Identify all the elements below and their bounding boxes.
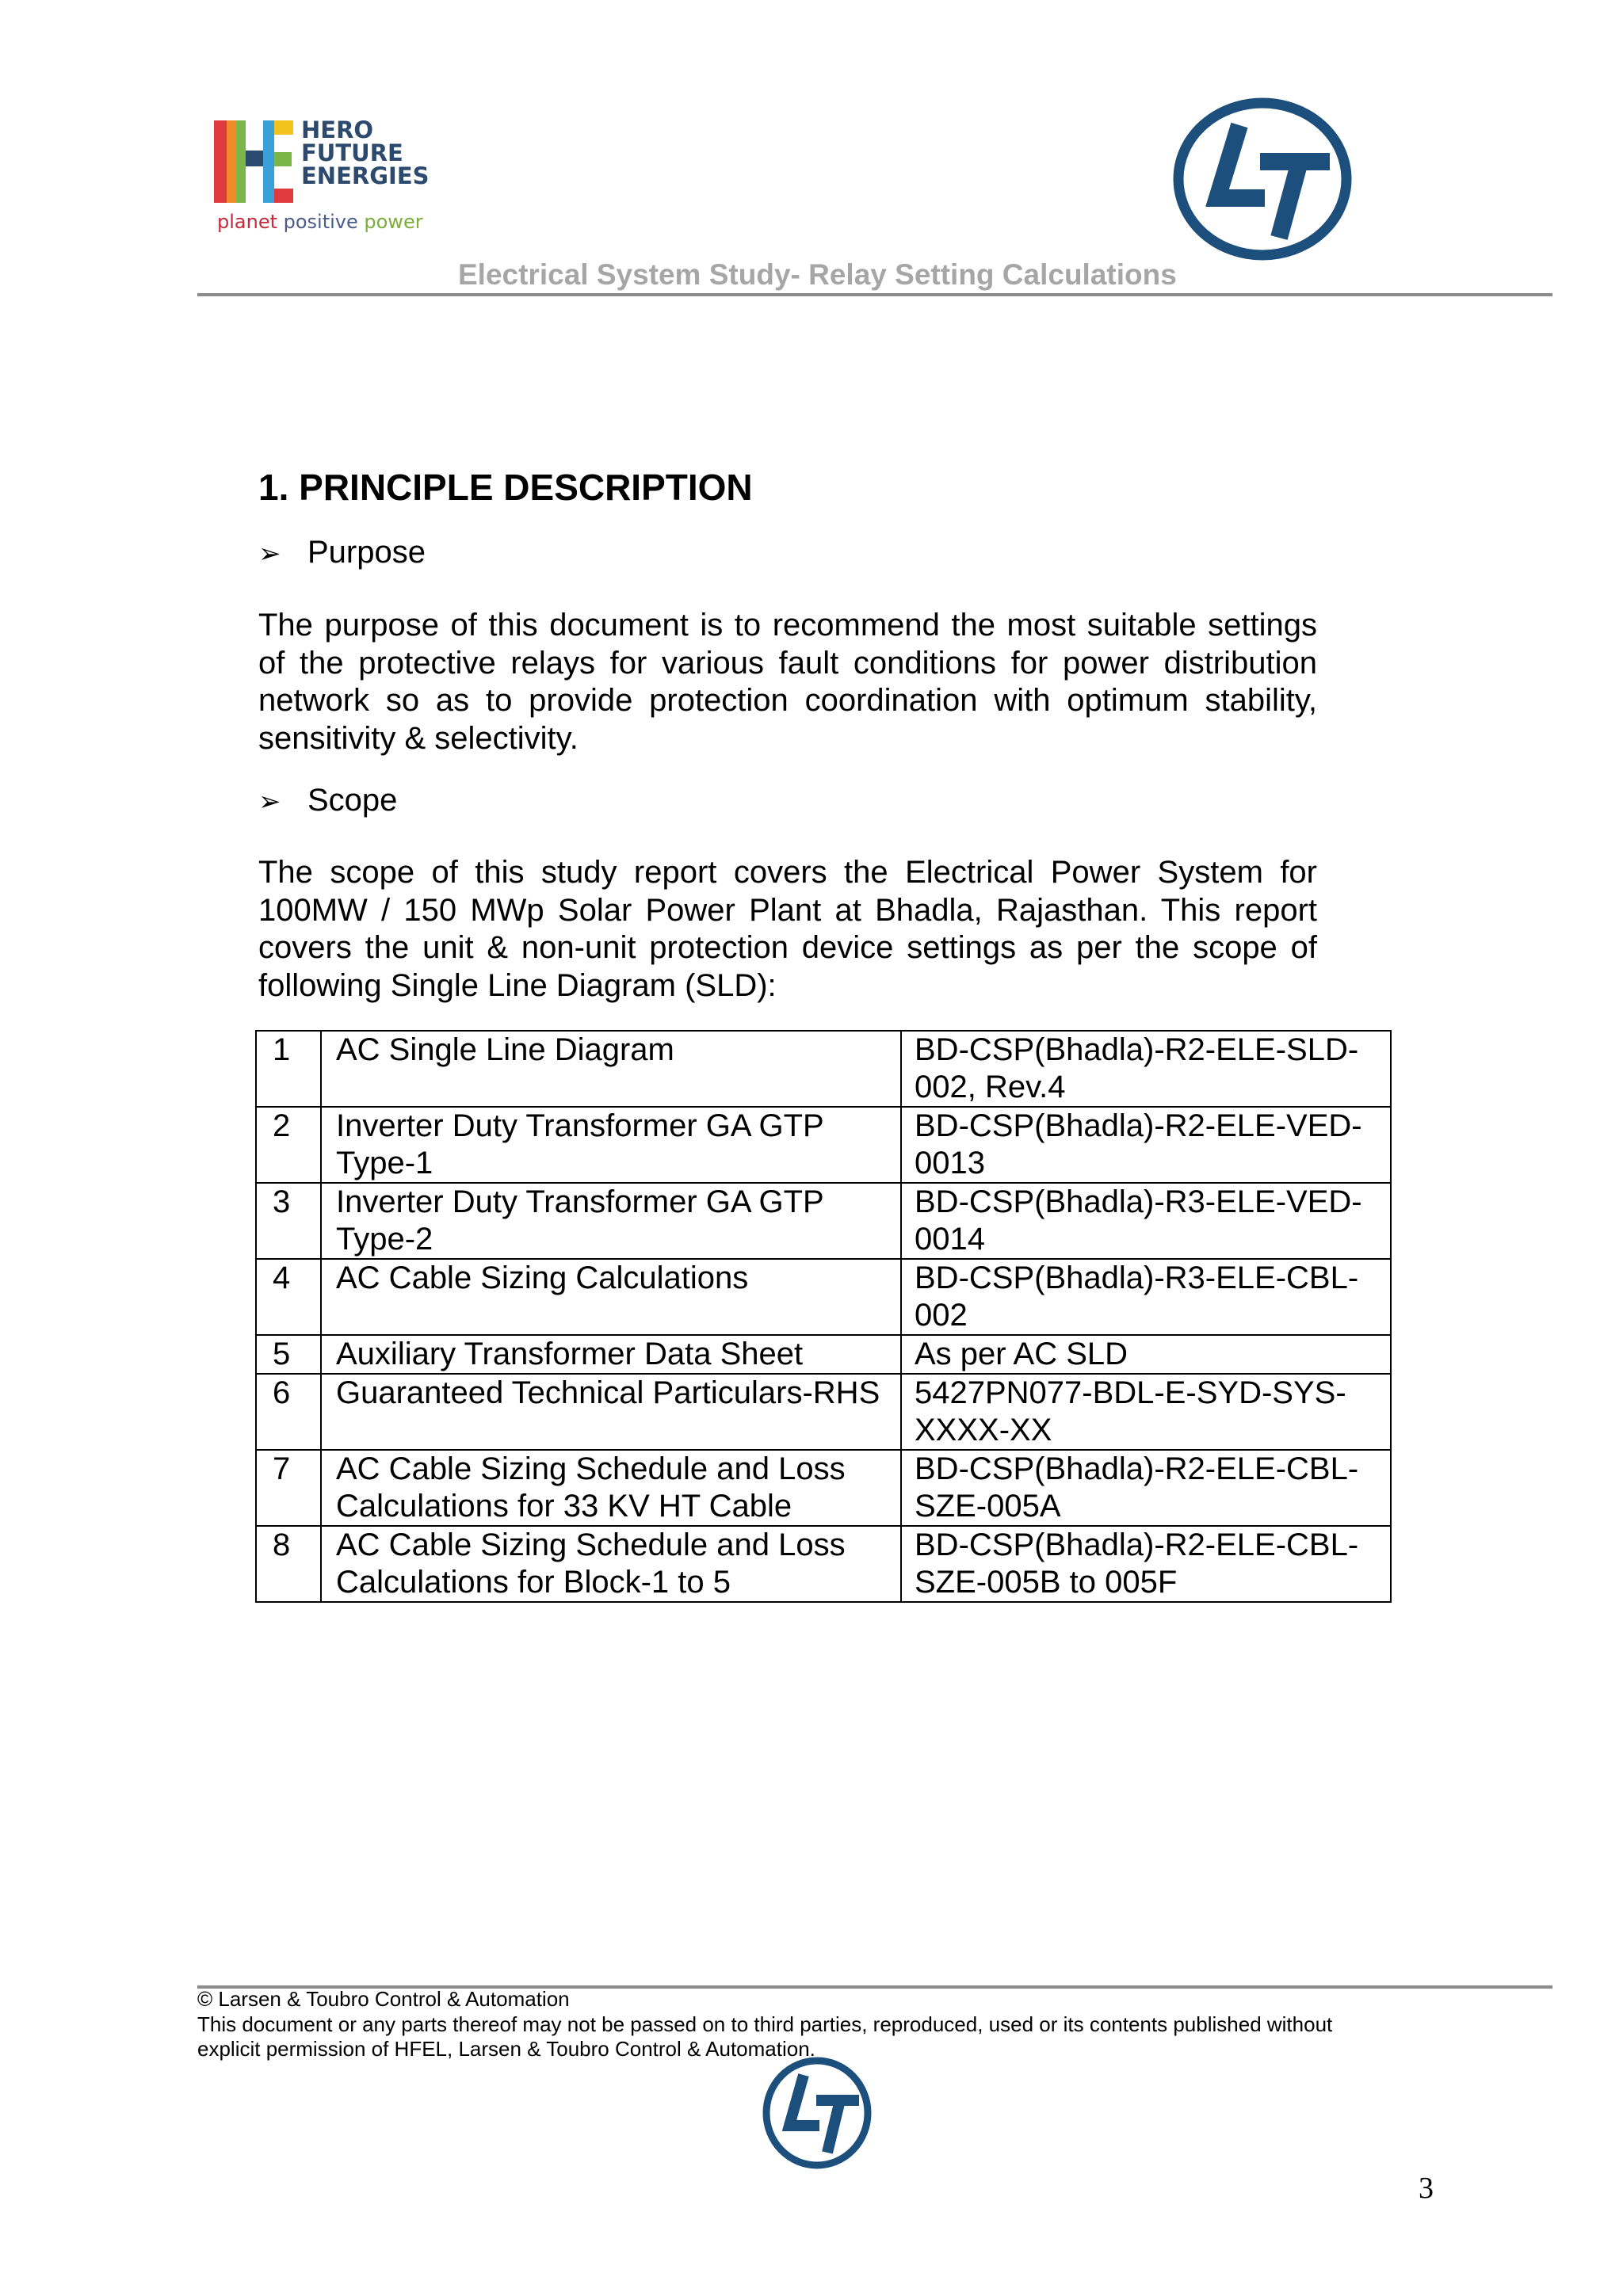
tagline-word-planet: planet [217, 211, 284, 233]
document-title: Auxiliary Transformer Data Sheet [321, 1335, 901, 1374]
hfe-logo-mark [214, 120, 293, 203]
hfe-word-1: HERO [301, 116, 374, 143]
document-reference: BD-CSP(Bhadla)-R3-ELE-VED-0014 [901, 1183, 1391, 1259]
table-row [256, 1526, 1391, 1602]
hfe-tagline [217, 211, 423, 233]
row-number: 3 [256, 1183, 321, 1259]
row-number: 8 [256, 1526, 321, 1602]
bullet-purpose [258, 535, 426, 570]
document-reference: 5427PN077-BDL-E-SYD-SYS-XXXX-XX [901, 1374, 1391, 1450]
row-number: 1 [256, 1031, 321, 1107]
table-row [256, 1374, 1391, 1450]
footer-copyright: © Larsen & Toubro Control & Automation [197, 1987, 570, 2011]
hfe-word-3: ENERGIES [301, 162, 430, 189]
bullet-scope [258, 783, 397, 818]
lt-logo-icon [1171, 97, 1354, 261]
tagline-word-power: power [364, 211, 423, 233]
table-row [256, 1183, 1391, 1259]
section-heading: 1. PRINCIPLE DESCRIPTION [258, 467, 753, 508]
table-row [256, 1031, 1391, 1107]
document-reference: BD-CSP(Bhadla)-R2-ELE-CBL-SZE-005A [901, 1450, 1391, 1526]
document-reference: BD-CSP(Bhadla)-R3-ELE-CBL-002 [901, 1259, 1391, 1335]
document-reference: As per AC SLD [901, 1335, 1391, 1374]
row-number: 6 [256, 1374, 321, 1450]
table-row [256, 1107, 1391, 1183]
document-reference: BD-CSP(Bhadla)-R2-ELE-SLD-002, Rev.4 [901, 1031, 1391, 1107]
row-number: 7 [256, 1450, 321, 1526]
document-title: Inverter Duty Transformer GA GTP Type-2 [321, 1183, 901, 1259]
document-title: AC Cable Sizing Calculations [321, 1259, 901, 1335]
row-number: 2 [256, 1107, 321, 1183]
reference-documents-table [255, 1030, 1392, 1603]
arrow-bullet-icon: ➢ [258, 538, 281, 570]
footer-notice-line-2: explicit permission of HFEL, Larsen & Toubro Control & Automation. [197, 2037, 815, 2061]
lt-logo-icon [761, 2056, 873, 2170]
header-divider [197, 293, 1552, 296]
row-number: 5 [256, 1335, 321, 1374]
table-row [256, 1450, 1391, 1526]
document-reference: BD-CSP(Bhadla)-R2-ELE-CBL-SZE-005B to 005F [901, 1526, 1391, 1602]
document-title: Inverter Duty Transformer GA GTP Type-1 [321, 1107, 901, 1183]
document-reference: BD-CSP(Bhadla)-R2-ELE-VED-0013 [901, 1107, 1391, 1183]
page-number: 3 [1419, 2172, 1434, 2205]
hfe-logo [214, 116, 430, 238]
hfe-wordmark [301, 116, 430, 189]
table-row [256, 1335, 1391, 1374]
document-title: AC Cable Sizing Schedule and Loss Calculations for Block-1 to 5 [321, 1526, 901, 1602]
row-number: 4 [256, 1259, 321, 1335]
scope-label: Scope [307, 783, 398, 818]
document-title: AC Single Line Diagram [321, 1031, 901, 1107]
header-title: Electrical System Study- Relay Setting Calculations [458, 258, 1177, 291]
purpose-label: Purpose [307, 535, 426, 570]
tagline-word-positive: positive [283, 211, 365, 233]
scope-paragraph: The scope of this study report covers the Electrical Power System for 100MW / 150 MWp Solar Power Plant at Bhadla, Rajasthan. This report covers the unit & non-unit protection device settings as per the scope of following Single Line Diagram (SLD): [258, 855, 1317, 1003]
purpose-paragraph: The purpose of this document is to recommend the most suitable settings of the protective relays for various fault conditions for power distribution network so as to provide protection coordination with optimum stability, sensitivity & selectivity. [258, 608, 1317, 756]
hfe-word-2: FUTURE [301, 139, 403, 166]
document-title: AC Cable Sizing Schedule and Loss Calculations for 33 KV HT Cable [321, 1450, 901, 1526]
table-row [256, 1259, 1391, 1335]
footer-notice-line-1: This document or any parts thereof may not be passed on to third parties, reproduced, used or its contents published without [197, 2012, 1333, 2036]
document-title: Guaranteed Technical Particulars-RHS [321, 1374, 901, 1450]
arrow-bullet-icon: ➢ [258, 786, 281, 818]
